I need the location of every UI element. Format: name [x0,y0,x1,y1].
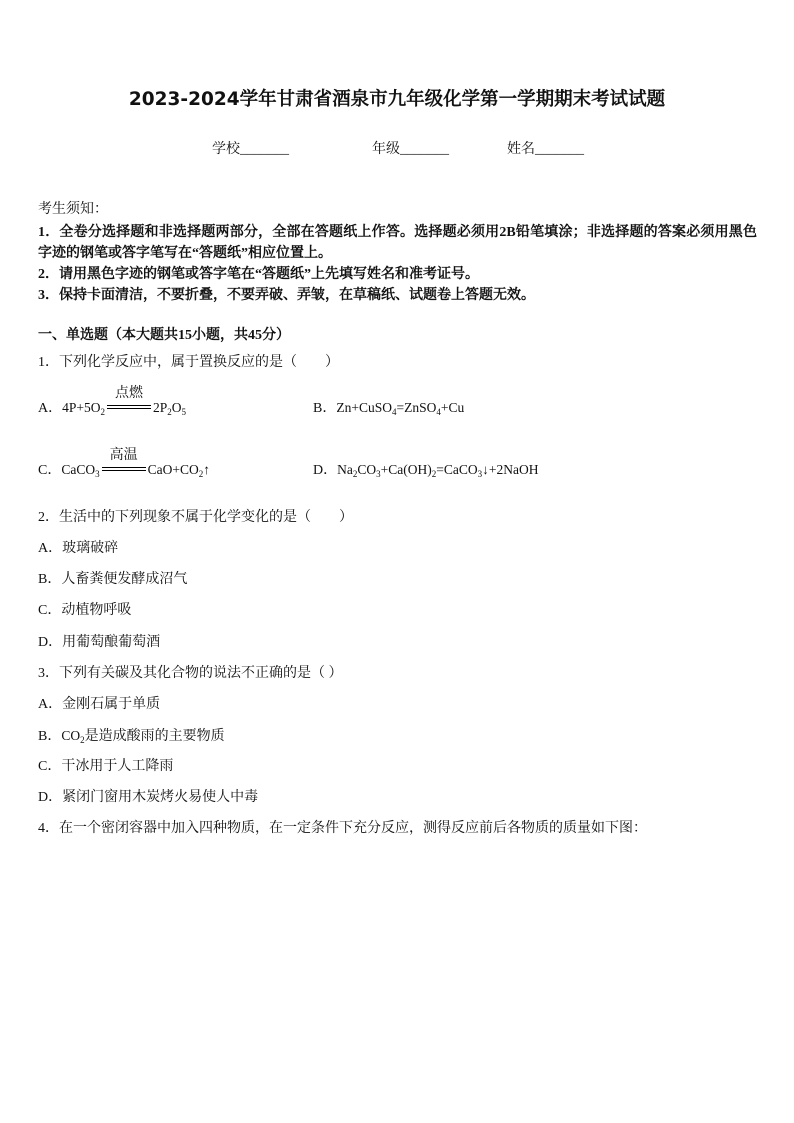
question-4-stem: 4．在一个密闭容器中加入四种物质，在一定条件下充分反应，测得反应前后各物质的质量如下图： [38,821,647,836]
question-3-option-c: C．干冰用于人工降雨 [38,759,174,774]
subscript: 2 [80,735,85,745]
subscript: 4 [436,407,441,417]
formula-text: CaO+CO [147,462,199,477]
option-label: A． [38,401,63,416]
question-2-option-d: D．用葡萄酿葡萄酒 [38,635,161,650]
question-2-stem: 2．生活中的下列现象不属于化学变化的是（ ） [38,510,353,525]
question-1-stem: 1．下列化学反应中，属于置换反应的是（ ） [38,355,339,370]
question-1-option-c [38,448,210,481]
grade-field: 年级_______ [372,142,449,157]
formula-text: ↓+2NaOH [482,462,539,477]
notice-item-3: 3．保持卡面清洁，不要折叠，不要弄破、弄皱，在草稿纸、试题卷上答题无效。 [38,288,535,303]
question-3-option-a: A．金刚石属于单质 [38,697,161,712]
products [148,462,210,477]
section-heading: 一、单选题（本大题共15小题，共45分） [38,328,290,343]
equation [336,400,464,415]
notice-item-2: 2．请用黑色字迹的钢笔或答字笔在“答题纸”上先填写姓名和准考证号。 [38,267,479,282]
formula-text: +Ca(OH) [380,462,432,477]
formula-text: +Cu [440,400,465,415]
formula-text: Zn+CuSO [336,400,392,415]
notice-heading: 考生须知： [38,202,108,217]
notice-item-1: 1．全卷分选择题和非选择题两部分，全部在答题纸上作答。选择题必须用2B铅笔填涂；非选择题的答案必须用黑色字迹的钢笔或答字笔写在“答题纸”相应位置上。 [38,225,757,261]
formula-text: O [171,400,182,415]
name-field: 姓名_______ [507,142,584,157]
option-text: 是造成酸雨的主要物质 [84,729,225,744]
reactants [62,400,105,415]
formula-text: 2P [153,400,168,415]
formula-text: CO [61,728,81,743]
subscript: 3 [477,469,483,479]
gas-arrow: ↑ [203,462,210,477]
double-line-sign [102,467,146,471]
question-1-option-b [313,398,464,419]
question-1-option-d [313,460,538,481]
products [153,400,186,415]
formula-text: 4P+5O [62,400,101,415]
option-label: B． [38,729,62,744]
formula-text: Na [337,462,353,477]
reaction-condition [102,448,146,480]
option-label: D． [313,463,338,478]
subscript: 2 [198,469,204,479]
equation [337,462,538,477]
subscript: 2 [167,407,172,417]
subscript: 2 [100,407,105,417]
subscript: 3 [95,469,100,479]
question-2-option-c: C．动植物呼吸 [38,603,132,618]
question-1-option-a [38,386,187,419]
condition-label: 点燃 [115,386,143,401]
question-2-option-b: B．人畜粪便发酵成沼气 [38,572,188,587]
subscript: 3 [376,469,381,479]
question-2-option-a: A．玻璃破碎 [38,541,119,556]
subscript: 2 [352,469,358,479]
question-3-option-b [38,726,225,747]
subscript: 5 [181,407,187,417]
notice-list [38,222,757,306]
question-3-stem: 3．下列有关碳及其化合物的说法不正确的是（ ） [38,666,343,681]
double-line-sign [107,405,151,409]
formula-text: =CaCO [436,462,478,477]
formula-text: CaCO [61,462,96,477]
exam-title: 2023-2024学年甘肃省酒泉市九年级化学第一学期期末考试试题 [128,89,666,110]
formula-text: CO [357,462,377,477]
school-field: 学校_______ [212,142,289,157]
subscript: 2 [431,469,437,479]
option-label: C． [38,463,62,478]
condition-label: 高温 [109,448,138,463]
question-3-option-d: D．紧闭门窗用木炭烤火易使人中毒 [38,790,259,805]
reactants [61,462,99,477]
formula-text: =ZnSO [396,400,437,415]
option-label: B． [313,401,337,416]
subscript: 4 [391,407,397,417]
reaction-condition [107,386,151,418]
